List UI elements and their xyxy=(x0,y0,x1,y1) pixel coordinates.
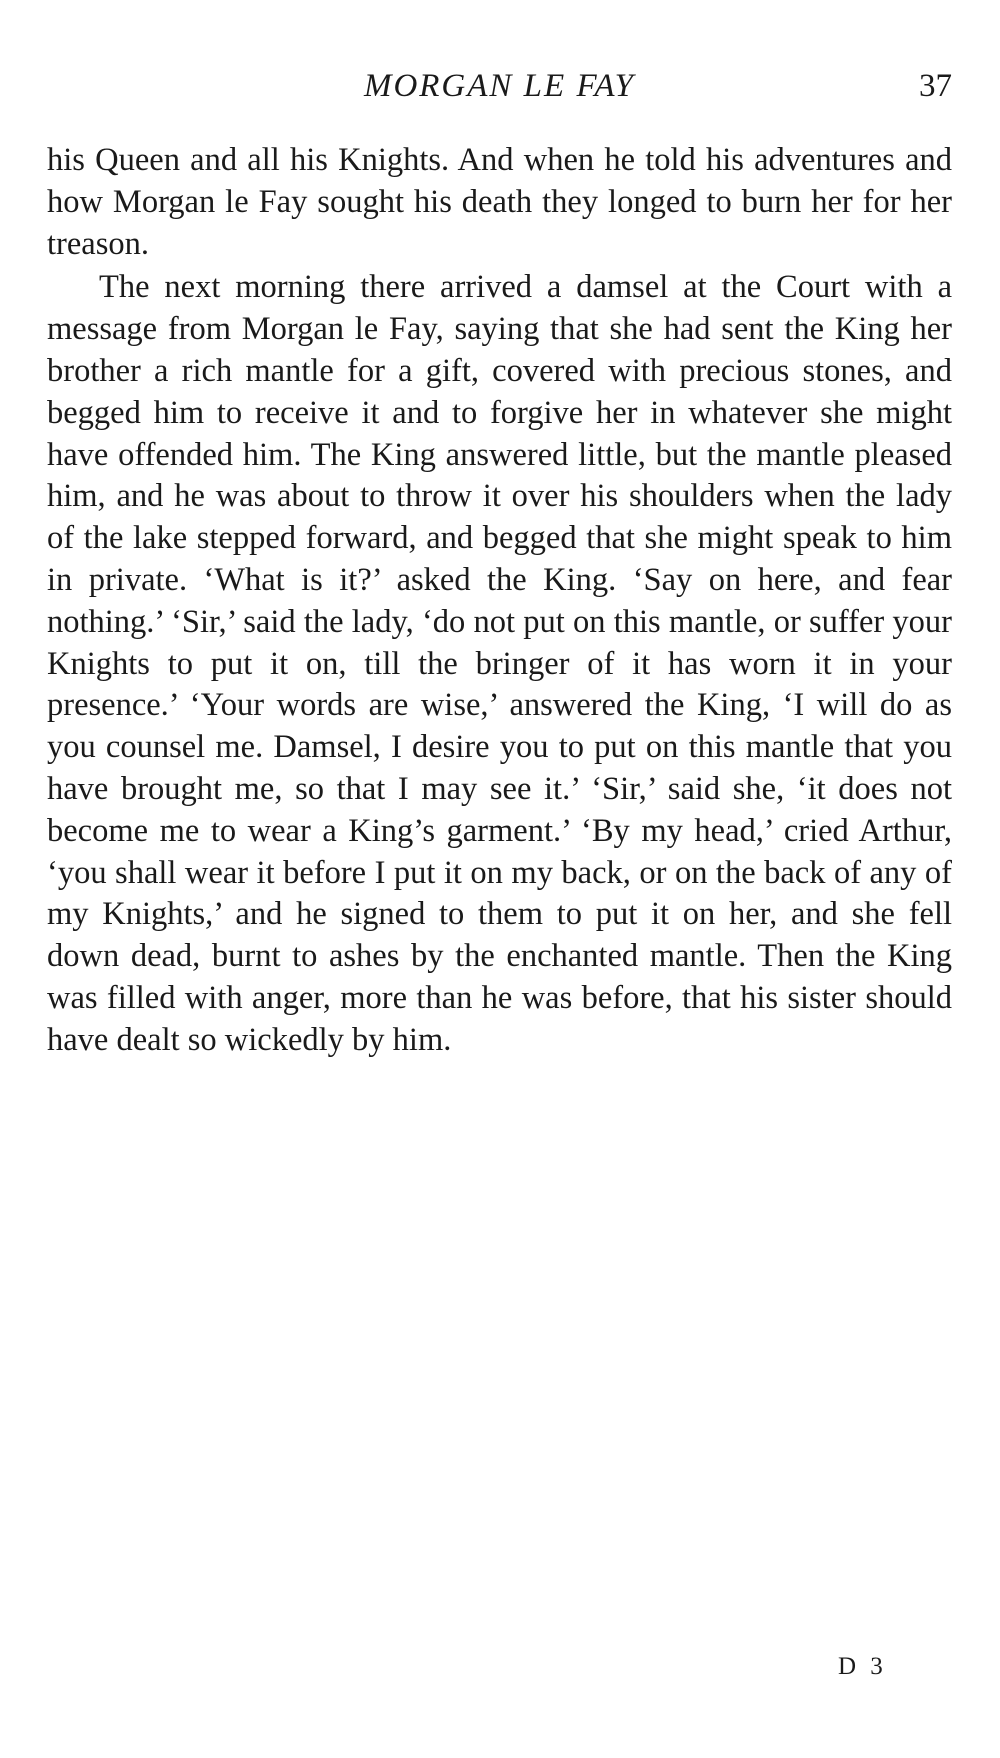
paragraph-mantle-story: The next morning there arrived a damsel at the Court with a message from Morgan le Fay, saying that she had sent the King her brother a rich mantle for a gift, covered with precious stones, and begged him to receive it and to forgive her in whatever she might have offended him. The King answered little, but the mantle pleased him, and he was about to throw it over his shoulders when the lady of the lake stepped forward, and begged that she might speak to him in private. ‘What is it?’ asked the King. ‘Say on here, and fear nothing.’ ‘Sir,’ said the lady, ‘do not put on this mantle, or suffer your Knights to put it on, till the bringer of it has worn it in your presence.’ ‘Your words are wise,’ answered the King, ‘I will do as you counsel me. Damsel, I desire you to put on this mantle that you have brought me, so that I may see it.’ ‘Sir,’ said she, ‘it does not become me to wear a King’s garment.’ ‘By my head,’ cried Arthur, ‘you shall wear it before I put it on my back, or on the back of any of my Knights,’ and he signed to them to put it on her, and she fell down dead, burnt to ashes by the enchanted mantle. Then the King was filled with anger, more than he was before, that his sister should have dealt so wickedly by him. xyxy=(47,269,952,1058)
running-head xyxy=(47,62,952,110)
body-text xyxy=(47,140,952,1062)
running-title: MORGAN LE FAY xyxy=(363,68,636,104)
paragraph-continued: his Queen and all his Knights. And when he told his adventures and how Morgan le Fay sought his death they longed to burn her for her treason. xyxy=(47,142,952,262)
page-number: 37 xyxy=(919,68,952,104)
signature-mark: D 3 xyxy=(838,1653,887,1680)
